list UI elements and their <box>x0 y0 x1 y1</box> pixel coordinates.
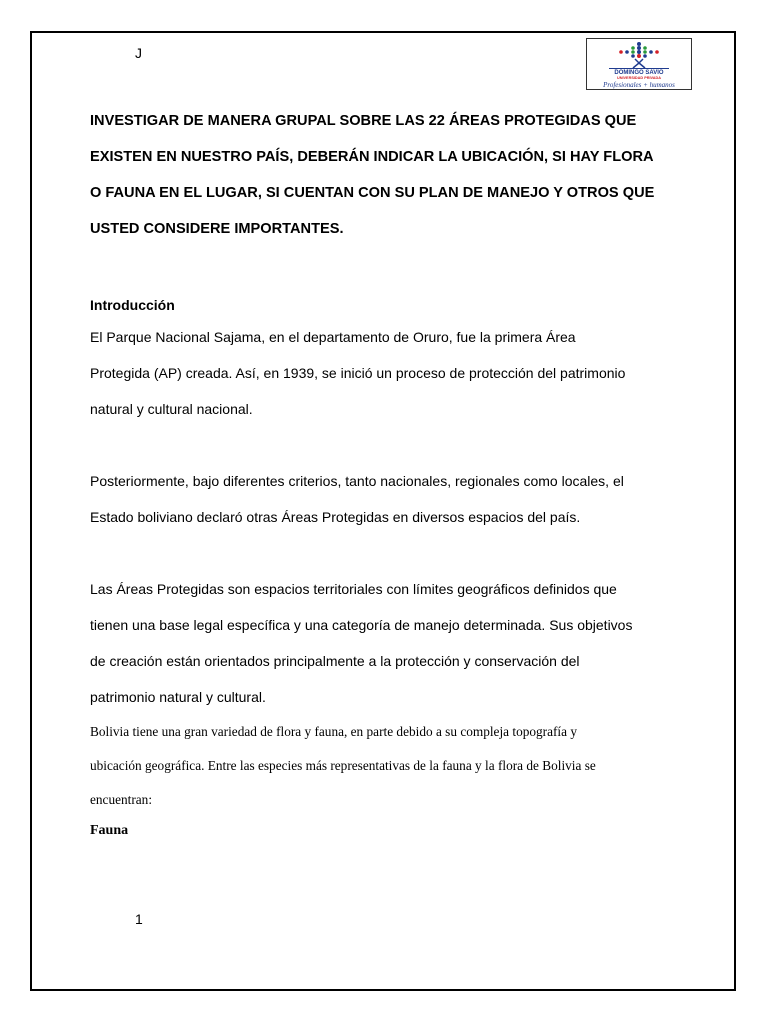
assignment-title <box>90 103 690 247</box>
logo-name: DOMINGO SAVIO <box>614 70 664 76</box>
paragraph-line: Protegida (AP) creada. Así, en 1939, se inició un proceso de protección del patrimonio <box>90 365 626 381</box>
paragraph-biodiversity <box>90 715 690 817</box>
header-mark: J <box>135 45 142 61</box>
paragraph-line: El Parque Nacional Sajama, en el departamento de Oruro, fue la primera Área <box>90 329 576 345</box>
intro-heading: Introducción <box>90 297 175 313</box>
logo-tagline: Profesionales + humanos <box>603 81 675 89</box>
paragraph-definition <box>90 571 690 715</box>
title-line: O FAUNA EN EL LUGAR, SI CUENTAN CON SU PLAN DE MANEJO Y OTROS QUE <box>90 185 655 201</box>
university-logo <box>586 38 692 90</box>
title-line: INVESTIGAR DE MANERA GRUPAL SOBRE LAS 22 ÁREAS PROTEGIDAS QUE <box>90 113 637 129</box>
paragraph-sajama <box>90 319 690 427</box>
paragraph-line: encuentran: <box>90 792 153 807</box>
paragraph-line: Estado boliviano declaró otras Áreas Protegidas en diversos espacios del país. <box>90 509 581 525</box>
page-number: 1 <box>135 911 143 927</box>
paragraph-later-areas <box>90 463 690 535</box>
document-content <box>90 103 690 845</box>
title-line: EXISTEN EN NUESTRO PAÍS, DEBERÁN INDICAR LA UBICACIÓN, SI HAY FLORA <box>90 149 654 165</box>
fauna-heading: Fauna <box>90 823 129 838</box>
logo-subline: UNIVERSIDAD PRIVADA <box>616 76 662 80</box>
paragraph-line: de creación están orientados principalmente a la protección y conservación del <box>90 653 580 669</box>
title-line: USTED CONSIDERE IMPORTANTES. <box>90 221 344 237</box>
paragraph-line: Posteriormente, bajo diferentes criterios, tanto nacionales, regionales como locales, el <box>90 473 624 489</box>
paragraph-line: patrimonio natural y cultural. <box>90 689 266 705</box>
logo-figure-icon <box>619 42 659 68</box>
paragraph-line: natural y cultural nacional. <box>90 401 253 417</box>
paragraph-line: Bolivia tiene una gran variedad de flora y fauna, en parte debido a su compleja topografía y <box>90 724 577 739</box>
paragraph-line: ubicación geográfica. Entre las especies más representativas de la fauna y la flora de Bolivia se <box>90 758 596 773</box>
paragraph-line: Las Áreas Protegidas son espacios territoriales con límites geográficos definidos que <box>90 581 617 597</box>
paragraph-line: tienen una base legal específica y una categoría de manejo determinada. Sus objetivos <box>90 617 633 633</box>
